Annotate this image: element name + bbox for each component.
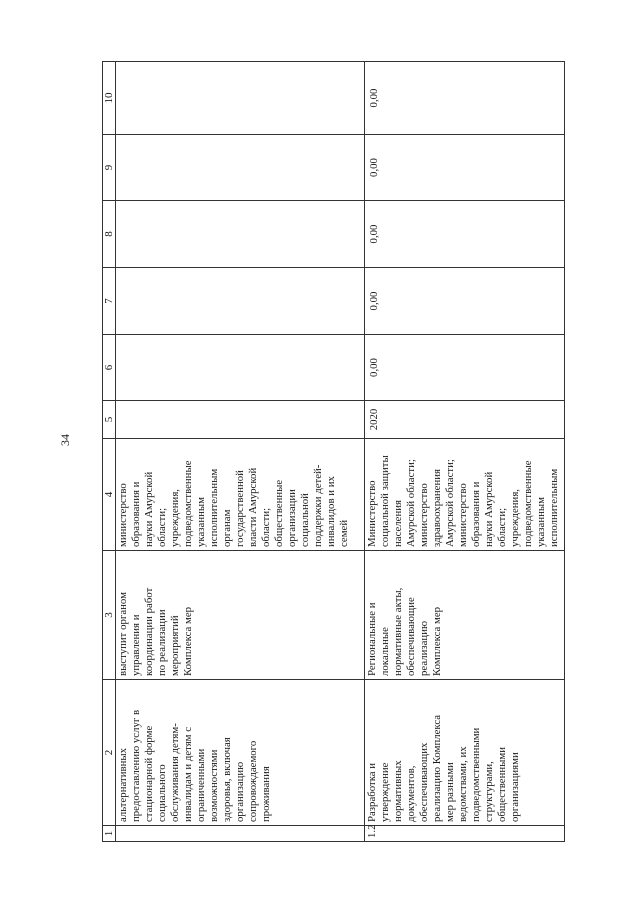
column-header: 2 [103, 680, 116, 826]
row-number-cell: 1.2 [365, 826, 565, 842]
measure-name-cell: Разработка и утверждение нормативных документов, обеспечивающих реализацию Комплекса мер разными ведомствами, их подведомственными структурами, общественными организациями [365, 680, 565, 826]
amount-cell [116, 268, 365, 335]
column-header: 1 [103, 826, 116, 842]
amount-cell [116, 335, 365, 401]
column-header: 7 [103, 268, 116, 335]
row-number-cell [116, 826, 365, 842]
table-row [116, 62, 365, 842]
column-header: 8 [103, 201, 116, 268]
column-header: 6 [103, 335, 116, 401]
column-header: 3 [103, 551, 116, 680]
amount-cell: 0,00 [365, 62, 565, 135]
amount-cell: 0,00 [365, 135, 565, 201]
expected-result-cell: Региональные и локальные нормативные акты, обеспечивающие реализацию Комплекса мер [365, 551, 565, 680]
year-cell [116, 401, 365, 439]
responsible-executor-cell: министерство образования и науки Амурской области; учреждения, подведомственные указанным исполнительным органам государственной власти Амурской области; общественные организации социальной поддержки детей- инвалидов и их семей [116, 439, 365, 551]
page-number: 34 [58, 434, 72, 446]
amount-cell: 0,00 [365, 201, 565, 268]
rotated-table-container [102, 42, 582, 842]
amount-cell: 0,00 [365, 335, 565, 401]
column-header: 5 [103, 401, 116, 439]
year-cell: 2020 [365, 401, 565, 439]
measure-name-cell: альтернативных предоставлению услуг в стационарной форме социального обслуживания детям- инвалидам и детям с ограниченными возможностями здоровья, включая организацию сопровождаемого проживания [116, 680, 365, 826]
amount-cell [116, 201, 365, 268]
column-header: 10 [103, 62, 116, 135]
measures-table [102, 61, 565, 842]
responsible-executor-cell: Министерство социальной защиты населения Амурской области; министерство здравоохранения Амурской области; министерство образования и науки Амурской области; учреждения, подведомственные указанным исполнительным [365, 439, 565, 551]
expected-result-cell: выступит органом управления и координации работ по реализации мероприятий Комплекса мер [116, 551, 365, 680]
column-header: 4 [103, 439, 116, 551]
amount-cell: 0,00 [365, 268, 565, 335]
amount-cell [116, 135, 365, 201]
amount-cell [116, 62, 365, 135]
column-header: 9 [103, 135, 116, 201]
header-row [103, 62, 116, 842]
table-row [365, 62, 565, 842]
